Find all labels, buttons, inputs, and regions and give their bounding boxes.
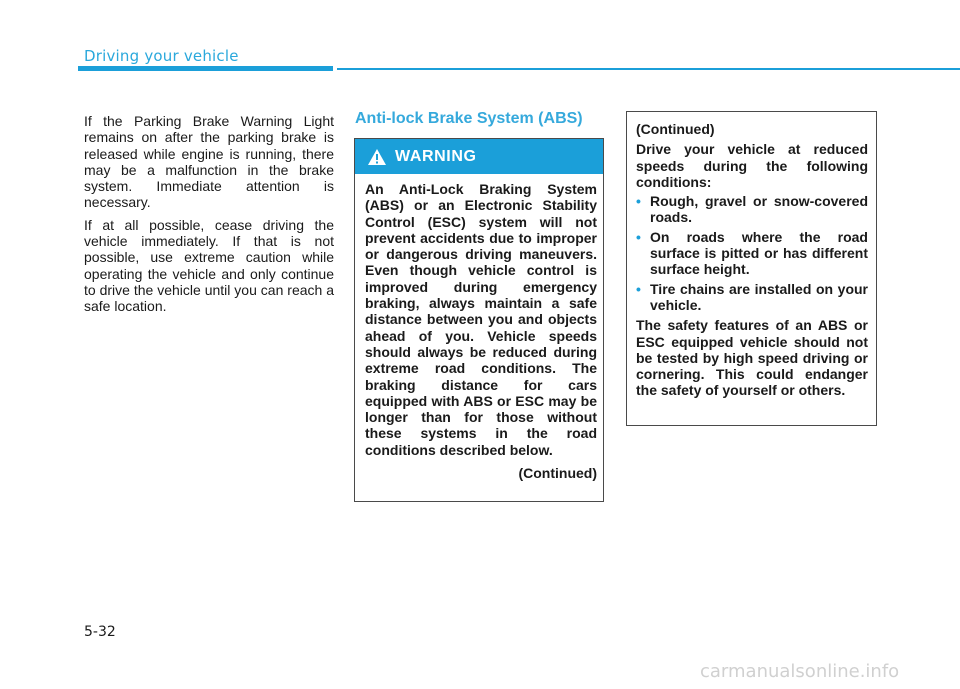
watermark: carmanualsonline.info [700, 661, 900, 682]
paragraph: If at all possible, cease driving the vehicle immediately. If that is not possible, use extreme caution while operating the vehicle and only continue to drive the vehicle until you can reach a safe location. [84, 216, 334, 315]
header-rule-thick [78, 66, 333, 71]
list-item: • Rough, gravel or snow-covered roads. [636, 193, 868, 226]
warning-triangle-icon [367, 148, 387, 166]
conditions-list [636, 193, 868, 313]
continued-outro: The safety features of an ABS or ESC equipped vehicle should not be tested by high speed driving or cornering. This could endanger the safety of yourself or others. [636, 317, 868, 399]
bullet-icon: • [636, 280, 641, 297]
warning-header [355, 139, 603, 174]
warning-continued: (Continued) [518, 465, 597, 482]
bullet-icon: • [636, 228, 641, 245]
continued-warning-box [626, 111, 877, 426]
list-item: • Tire chains are installed on your vehicle. [636, 280, 868, 313]
warning-body [355, 174, 603, 481]
continued-intro: Drive your vehicle at reduced speeds during the following conditions: [636, 141, 868, 190]
warning-text: An Anti-Lock Braking System (ABS) or an Electronic Stability Control (ESC) system will not prevent accidents due to improper or dangerous driving maneuvers. Even though vehicle control is improved during emergency braking, always maintain a safe distance between you and objects ahead of you. Vehicle speeds should always be reduced during extreme road conditions. The braking distance for cars equipped with ABS or ESC may be longer than for those without these systems in the road conditions described below. [365, 181, 597, 458]
parking-brake-text [84, 113, 334, 321]
page-number: 5-32 [84, 624, 116, 640]
warning-label: WARNING [395, 147, 477, 165]
section-heading: Anti-lock Brake System (ABS) [355, 110, 583, 127]
paragraph: If the Parking Brake Warning Light remains on after the parking brake is released while engine is running, there may be a malfunction in the brake system. Immediate attention is necessary. [84, 113, 334, 211]
bullet-icon: • [636, 193, 641, 210]
chapter-title: Driving your vehicle [84, 47, 239, 65]
continued-title: (Continued) [636, 121, 715, 137]
list-item: • On roads where the road surface is pitted or has different surface height. [636, 228, 868, 278]
header-rule-thin [337, 68, 960, 70]
warning-box [354, 138, 604, 502]
